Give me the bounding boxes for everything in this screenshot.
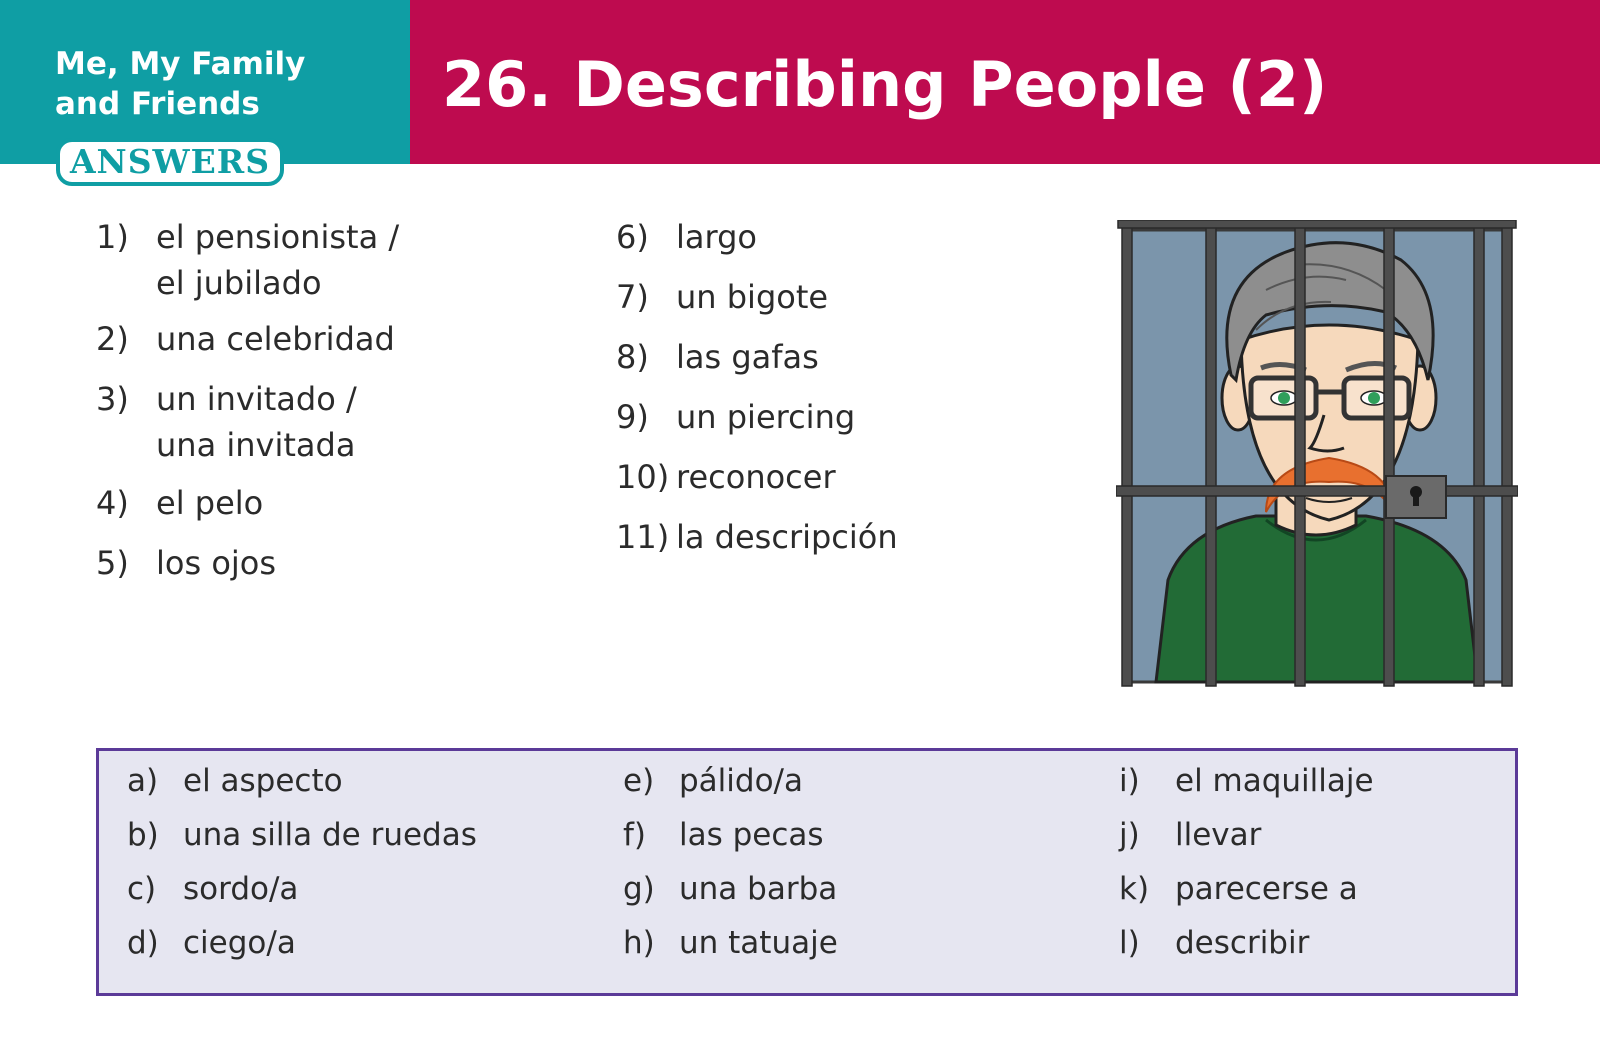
answer-text: el pensionista / el jubilado	[156, 218, 400, 302]
answers-badge: ANSWERS	[56, 138, 284, 186]
answer-number: 4)	[96, 484, 129, 522]
vocab-text: sordo/a	[183, 871, 299, 907]
answer-text: los ojos	[156, 544, 277, 582]
answer-number: 7)	[616, 278, 649, 316]
vocab-text: una silla de ruedas	[183, 817, 477, 853]
vocab-letter: l)	[1119, 925, 1140, 961]
answer-number: 8)	[616, 338, 649, 376]
vocab-text: llevar	[1175, 817, 1262, 853]
vocab-letter: i)	[1119, 763, 1140, 799]
vocab-text: un tatuaje	[679, 925, 838, 961]
vocab-letter: c)	[127, 871, 157, 907]
vocab-text: pálido/a	[679, 763, 803, 799]
vocab-text: el aspecto	[183, 763, 343, 799]
vocab-letter: d)	[127, 925, 159, 961]
vocab-letter: j)	[1119, 817, 1140, 853]
answer-number: 5)	[96, 544, 129, 582]
answer-text: las gafas	[676, 338, 819, 376]
section-title-line: Me, My Family	[55, 46, 306, 82]
answer-text: un invitado / una invitada	[156, 380, 357, 464]
vocab-text: parecerse a	[1175, 871, 1358, 907]
answer-number: 6)	[616, 218, 649, 256]
vocab-text: describir	[1175, 925, 1310, 961]
vocab-letter: f)	[623, 817, 647, 853]
section-title-line: and Friends	[55, 86, 260, 122]
answer-text: un bigote	[676, 278, 829, 316]
man-behind-bars-illustration	[1116, 220, 1518, 692]
answer-text: reconocer	[676, 458, 836, 496]
answer-number: 9)	[616, 398, 649, 436]
page-title: 26. Describing People (2)	[442, 48, 1328, 121]
vocab-text: el maquillaje	[1175, 763, 1374, 799]
section-title	[55, 44, 395, 124]
vocab-letter: h)	[623, 925, 655, 961]
vocab-letter: b)	[127, 817, 159, 853]
answer-number: 10)	[616, 458, 670, 496]
answer-number: 2)	[96, 320, 129, 358]
answer-text: un piercing	[676, 398, 856, 436]
answer-number: 11)	[616, 518, 670, 556]
vocab-letter: a)	[127, 763, 159, 799]
vocab-letter: k)	[1119, 871, 1150, 907]
answer-text: una celebridad	[156, 320, 395, 358]
answer-number: 1)	[96, 218, 129, 256]
vocab-text: ciego/a	[183, 925, 296, 961]
vocab-text: una barba	[679, 871, 838, 907]
vocab-letter: e)	[623, 763, 655, 799]
answer-number: 3)	[96, 380, 129, 418]
vocabulary-box	[96, 748, 1518, 996]
answer-text: largo	[676, 218, 757, 256]
answer-text: la descripción	[676, 518, 898, 556]
vocab-text: las pecas	[679, 817, 824, 853]
answer-text: el pelo	[156, 484, 264, 522]
vocab-letter: g)	[623, 871, 655, 907]
